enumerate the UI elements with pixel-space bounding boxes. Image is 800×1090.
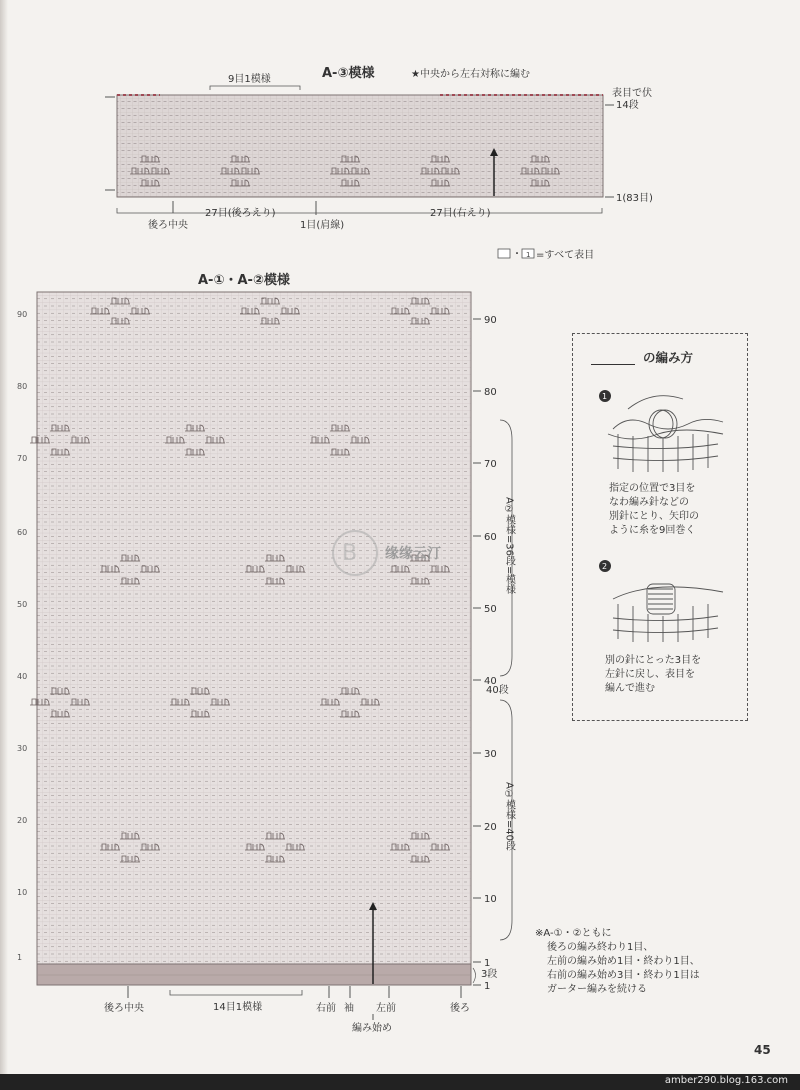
a12-title: A-①・A-②模様 (198, 273, 290, 288)
step2-line3: 編んで進む (605, 683, 655, 694)
a3-width-bracket (117, 208, 602, 213)
left-tick-70: 70 (17, 454, 28, 463)
legend-text: =すべて表目 (536, 250, 595, 261)
page-number: 45 (754, 1043, 771, 1057)
step1-line4: ように糸を9回巻く (609, 525, 696, 536)
left-tick-90: 90 (17, 310, 28, 319)
footnote-line3: 左前の編み始め1目・終わり1目、 (547, 956, 700, 967)
step1-drawing (608, 396, 723, 472)
right-tick-80: 80 (484, 387, 497, 398)
a3-top-right: 表目で伏 (612, 88, 652, 99)
right-tick-70: 70 (484, 459, 497, 470)
watermark-text: 缘缘云汀 (385, 546, 441, 562)
a12-repeat: 14目1模様 (213, 1002, 263, 1013)
a3-back-center: 後ろ中央 (148, 220, 188, 231)
right-tick-1b: 1 (484, 981, 491, 992)
a12-sleeve: 袖 (344, 1003, 354, 1014)
a12-right-ticks (473, 315, 497, 992)
a12-back-center: 後ろ中央 (104, 1003, 144, 1014)
left-tick-1: 1 (17, 953, 23, 962)
a12-repeat-bracket (170, 990, 302, 995)
footer-url[interactable]: amber290.blog.163.com (664, 1075, 788, 1086)
step2-text (605, 654, 701, 696)
a12-segment-40: 40段 (486, 685, 509, 696)
step1-line3: 別針にとり、矢印の (609, 511, 699, 522)
step2-number: 2 (602, 562, 608, 571)
right-tick-30: 30 (484, 749, 497, 760)
footer-bar (0, 1074, 800, 1090)
a1-side-label: A①模様=40段 (503, 782, 515, 851)
left-tick-40: 40 (17, 672, 28, 681)
right-tick-20: 20 (484, 822, 497, 833)
left-tick-10: 10 (17, 888, 28, 897)
a12-start: 編み始め (352, 1023, 392, 1034)
step1-text (609, 482, 699, 538)
footnote-line2: 後ろの編み終わり1目、 (547, 942, 654, 953)
left-tick-60: 60 (17, 528, 28, 537)
right-tick-1a: 1 (484, 958, 491, 969)
legend-blank-box (498, 249, 510, 258)
right-tick-50: 50 (484, 604, 497, 615)
step1-line1: 指定の位置で3目を (609, 483, 696, 494)
a3-right-front: 27目(右えり) (430, 208, 491, 219)
right-tick-10: 10 (484, 894, 497, 905)
a3-left-back: 27目(後ろえり) (205, 208, 276, 219)
legend-separator: ・ (512, 249, 522, 260)
legend-knit-symbol: 1 (526, 251, 531, 259)
a12-left-front: 左前 (376, 1003, 396, 1014)
a12-left-ticks (17, 310, 27, 962)
left-tick-20: 20 (17, 816, 28, 825)
a3-note: ★中央から左右対称に編む (411, 69, 530, 80)
a3-title: A-③模様 (322, 66, 375, 81)
howto-title-text: の編み方 (643, 350, 694, 365)
a12-garter-band (37, 964, 471, 985)
step1-line2: なわ編み針などの (609, 497, 689, 508)
garter-rows: 3段 (481, 969, 498, 980)
svg-text:B: B (342, 541, 358, 566)
footnote-line1: ※A-①・②ともに (535, 928, 612, 939)
step2-drawing (613, 584, 723, 642)
left-tick-50: 50 (17, 600, 28, 609)
a12-back: 後ろ (450, 1003, 470, 1014)
left-tick-30: 30 (17, 744, 28, 753)
right-tick-90: 90 (484, 315, 497, 326)
step1-number: 1 (602, 392, 608, 401)
a3-repeat-bracket (210, 86, 300, 90)
left-tick-80: 80 (17, 382, 28, 391)
a12-right-front: 右前 (316, 1003, 336, 1014)
a3-row-start: 1(83目) (616, 193, 653, 204)
step2-line1: 別の針にとった3目を (605, 655, 702, 666)
a3-grid (117, 95, 603, 197)
step2-line2: 左針に戻し、表目を (605, 669, 695, 680)
a3-repeat-label: 9目1模様 (228, 74, 271, 85)
a3-center-label: 1目(肩線) (300, 220, 345, 231)
garter-brace (473, 968, 476, 983)
a12-grid (37, 292, 471, 964)
a3-row-count: 14段 (616, 100, 639, 111)
footnote-line5: ガーター編みを続ける (547, 984, 647, 995)
footnote-line4: 右前の編み始め3目・終わり1目は (547, 970, 700, 981)
right-tick-60: 60 (484, 532, 497, 543)
a2-side-label: A②模様=36段=模様 (503, 497, 515, 595)
footnote (535, 927, 700, 997)
howto-box (572, 333, 748, 721)
right-tick-40: 40 (484, 676, 497, 687)
